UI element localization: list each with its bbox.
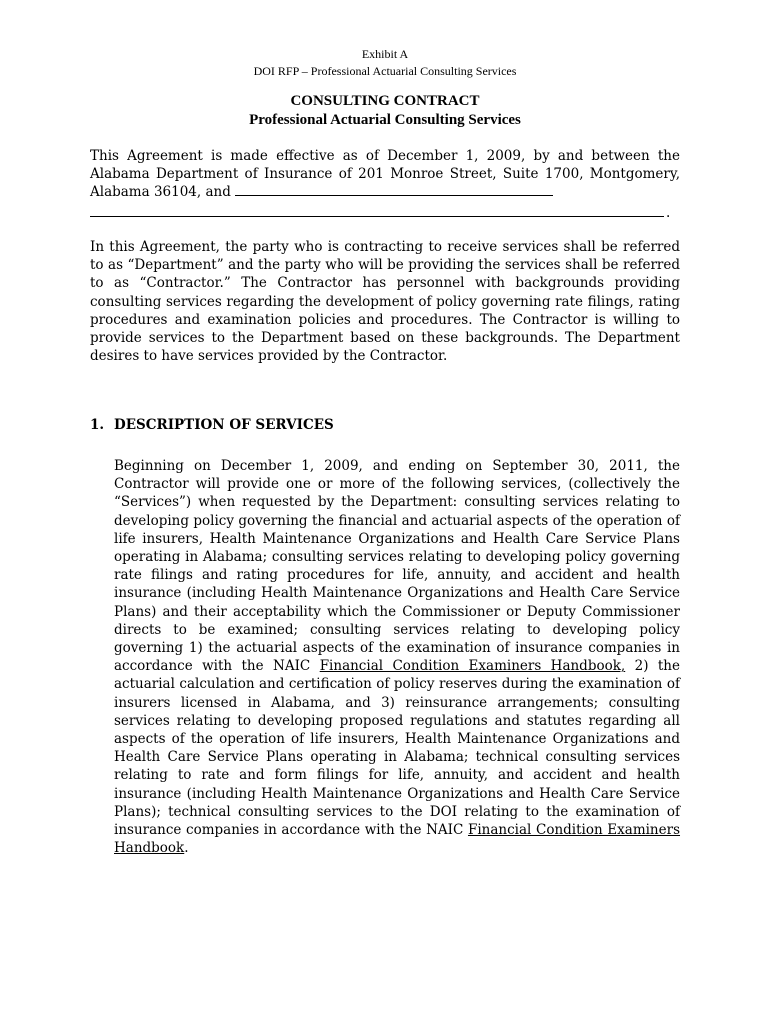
contract-title: CONSULTING CONTRACT [290, 93, 480, 109]
handbook-reference-1: Financial Condition Examiners Handbook, [319, 658, 626, 675]
section-1-title: DESCRIPTION OF SERVICES [114, 417, 334, 433]
section-1-number: 1. [90, 417, 105, 433]
title-block [0, 92, 770, 130]
contract-subtitle: Professional Actuarial Consulting Services [249, 112, 521, 128]
section-1-body [114, 457, 680, 857]
intro-text: This Agreement is made effective as of December 1, 2009, by and between the Alabama Department of Insurance of 201 Monroe Street, Suite 1700, Montgomery, Alabama 36104, and [90, 148, 680, 201]
exhibit-header [0, 46, 770, 80]
contractor-name-blank [235, 183, 553, 196]
section-1-end-punct: . [184, 840, 189, 857]
parties-paragraph [90, 238, 680, 365]
services-text-b: 2) the actuarial calculation and certification of policy reserves during the examination of insurers licensed in Alabama, and 3) reinsurance arrangements; consulting services relating to developing proposed regulations and statutes regarding all aspects of the operation of life insurers, Health Maintenance Organizations and Health Care Service Plans operating in Alabama; technical consulting services relating to rate and form filings for life, annuity, and accident and health insurance (including Health Maintenance Organizations and Health Care Service Plans); technical consulting services to the DOI relating to the examination of insurance companies in accordance with the NAIC [114, 658, 680, 839]
intro-end-punct: . [666, 204, 671, 221]
blank-rule [90, 216, 664, 217]
section-1-heading [90, 416, 334, 434]
rfp-label: DOI RFP – Professional Actuarial Consulting Services [253, 64, 517, 78]
handbook-reference-2: Financial Condition Examiners Handbook [114, 822, 681, 857]
services-text-a: Beginning on December 1, 2009, and ending on September 30, 2011, the Contractor will provide one or more of the following services, (collectively the “Services”) when requested by the Department: consulting services relating to developing policy governing the financial and actuarial aspects of the operation of life insurers, Health Maintenance Organizations and Health Care Service Plans operating in Alabama; consulting services relating to developing policy governing rate filings and rating procedures for life, annuity, and accident and health insurance (including Health Maintenance Organizations and Health Care Service Plans) and their acceptability which the Commissioner or Deputy Commissioner directs to be examined; consulting services relating to developing policy governing 1) the actuarial aspects of the examination of insurance companies in accordance with the NAIC [114, 458, 680, 675]
intro-paragraph [90, 147, 680, 221]
contractor-address-blank-line [90, 204, 680, 221]
parties-text: In this Agreement, the party who is contracting to receive services shall be referred to as “Department” and the party who will be providing the services shall be referred to as “Contractor.” The Contractor has personnel with backgrounds providing consulting services regarding the development of policy governing rate filings, rating procedures and examination policies and procedures. The Contractor is willing to provide services to the Department based on these backgrounds. The Department desires to have services provided by the Contractor. [90, 239, 680, 365]
exhibit-label: Exhibit A [361, 47, 409, 61]
